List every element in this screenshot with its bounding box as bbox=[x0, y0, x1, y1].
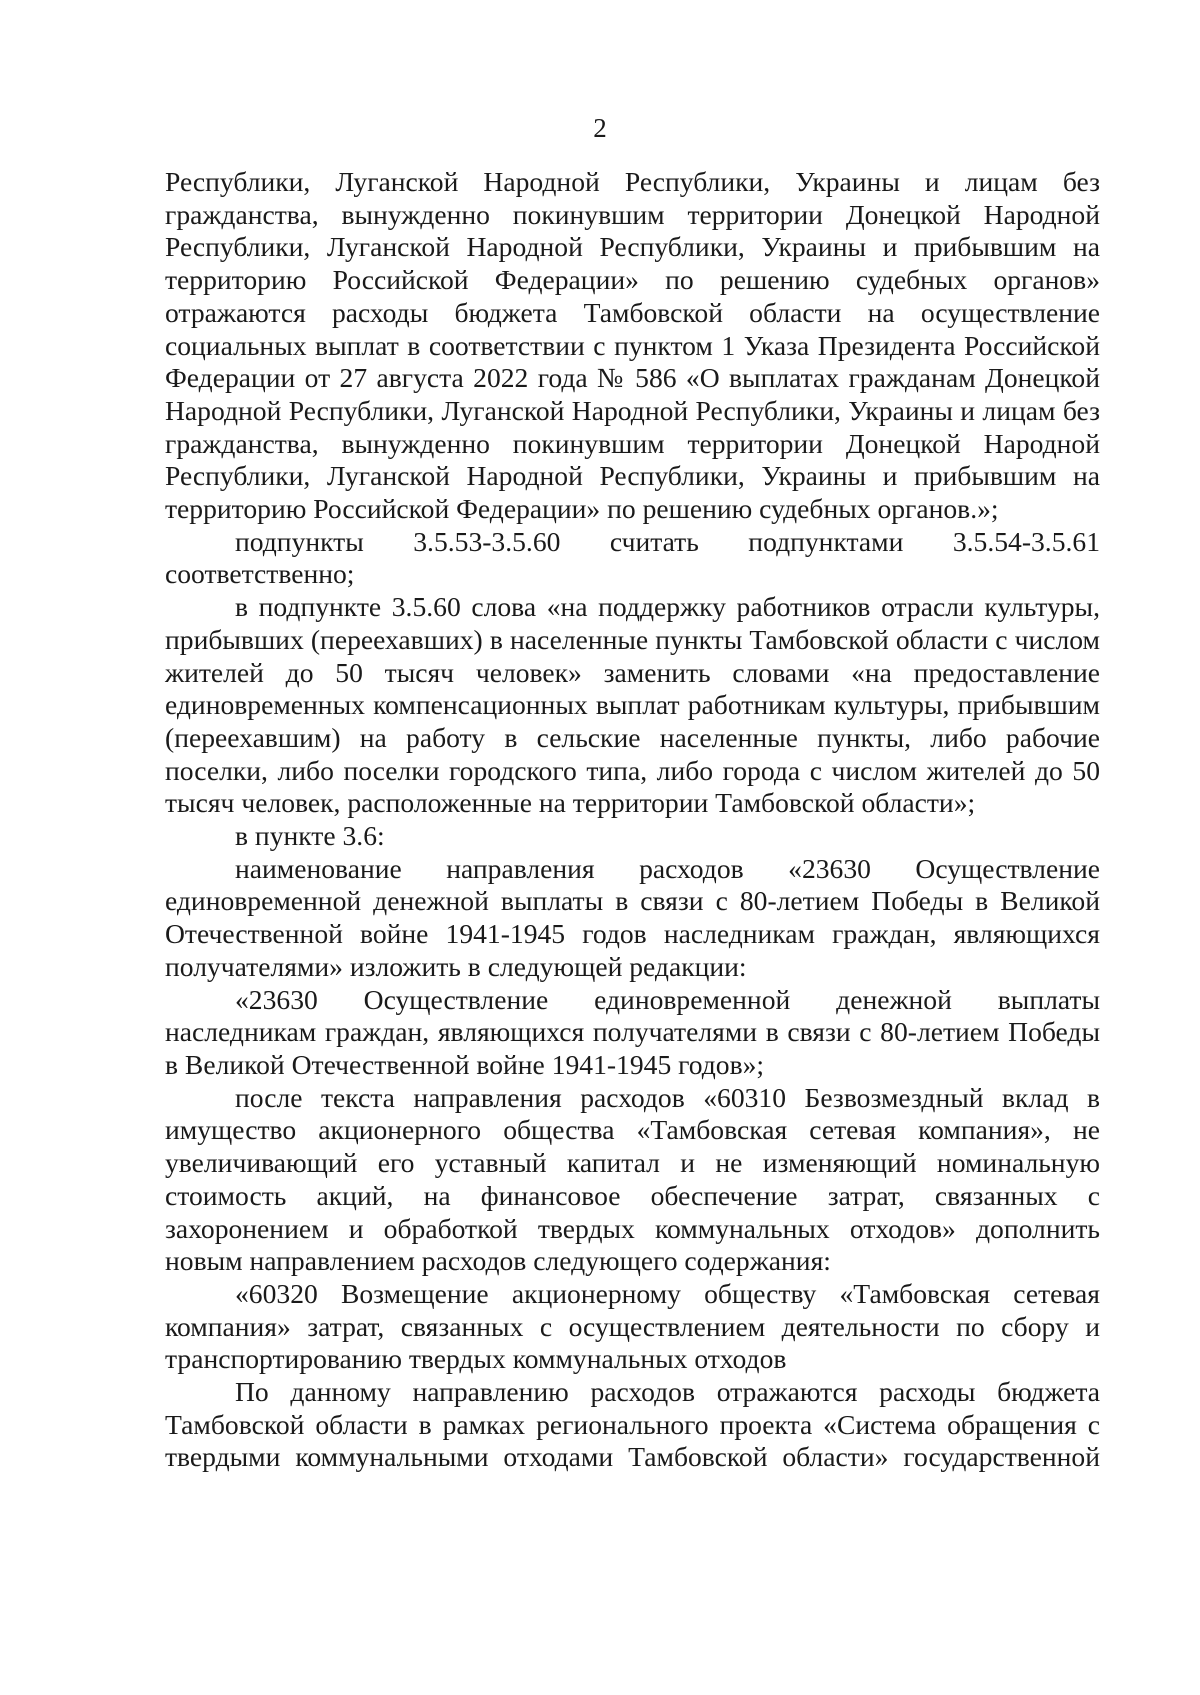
paragraph-renumber-subpoints: подпункты 3.5.53-3.5.60 считать подпунктами 3.5.54-3.5.61 соответственно; bbox=[165, 525, 1100, 590]
paragraph-direction-name: наименование направления расходов «23630 Осуществление единовременной денежной выплаты в связи с 80-летием Победы в Великой Отечественной войне 1941-1945 годов наследникам граждан, являющихся получателями» изложить в следующей редакции: bbox=[165, 852, 1100, 982]
paragraph-after-60310: после текста направления расходов «60310 Безвозмездный вклад в имущество акционерного общества «Тамбовская сетевая компания», не увеличивающий его уставный капитал и не изменяющий номинальную стоимость акций, на финансовое обеспечение затрат, связанных с захоронением и обработкой твердых коммунальных отходов» дополнить новым направлением расходов следующего содержания: bbox=[165, 1081, 1100, 1277]
document-body bbox=[165, 166, 1100, 1474]
page-number: 2 bbox=[593, 113, 607, 143]
paragraph-point-3-6: в пункте 3.6: bbox=[235, 820, 385, 852]
paragraph-direction-23630: «23630 Осуществление единовременной денежной выплаты наследникам граждан, являющихся получателями в связи с 80-летием Победы в Великой Отечественной войне 1941-1945 годов»; bbox=[165, 983, 1100, 1080]
paragraph-regional-project: По данному направлению расходов отражаются расходы бюджета Тамбовской области в рамках регионального проекта «Система обращения с твердыми коммунальными отходами Тамбовской области» государственной bbox=[165, 1376, 1100, 1473]
paragraph-subpoint-3-5-60: в подпункте 3.5.60 слова «на поддержку работников отрасли культуры, прибывших (переехавших) в населенные пункты Тамбовской области с числом жителей до 50 тысяч человек» заменить словами «на предоставление единовременных компенсационных выплат работникам культуры, прибывшим (переехавшим) на работу в сельские населенные пункты, либо рабочие поселки, либо поселки городского типа, либо города с числом жителей до 50 тысяч человек, расположенные на территории Тамбовской области»; bbox=[165, 591, 1100, 819]
paragraph-direction-60320: «60320 Возмещение акционерному обществу «Тамбовская сетевая компания» затрат, связанных с осуществлением деятельности по сбору и транспортированию твердых коммунальных отходов bbox=[165, 1277, 1100, 1375]
paragraph-continuation: Республики, Луганской Народной Республики, Украины и лицам без гражданства, вынужденно покинувшим территории Донецкой Народной Республики, Луганской Народной Республики, Украины и прибывшим на территорию Российской Федерации» по решению судебных органов» отражаются расходы бюджета Тамбовской области на осуществление социальных выплат в соответствии с пунктом 1 Указа Президента Российской Федерации от 27 августа 2022 года № 586 «О выплатах гражданам Донецкой Народной Республики, Луганской Народной Республики, Украины и лицам без гражданства, вынужденно покинувшим территории Донецкой Народной Республики, Луганской Народной Республики, Украины и прибывшим на территорию Российской Федерации» по решению судебных органов.»; bbox=[165, 166, 1100, 525]
